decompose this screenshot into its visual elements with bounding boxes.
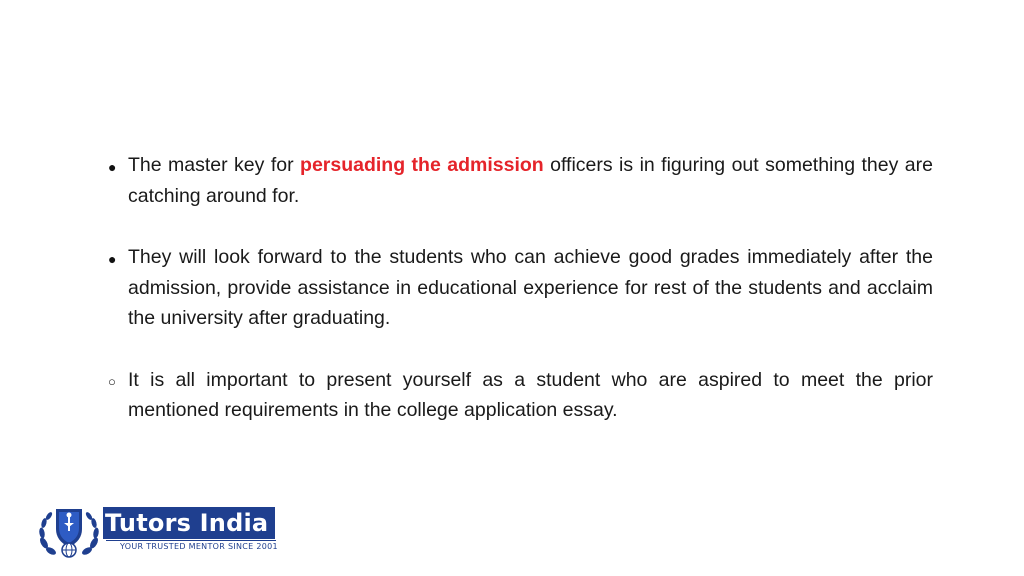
bullet-list bbox=[108, 150, 933, 457]
bullet-text-1-after: officers is in figuring out something they are catching around for. bbox=[128, 154, 933, 207]
bullet-text-1-highlight: persuading the admission bbox=[300, 154, 544, 176]
bullet-item-3 bbox=[108, 365, 933, 426]
bullet-text-3: It is all important to present yourself as a student who are aspired to meet the prior mentioned requirements in the college application essay. bbox=[128, 368, 933, 421]
bullet-item-2 bbox=[108, 242, 933, 334]
bullet-item-1 bbox=[108, 150, 933, 211]
bullet-dot-icon: ● bbox=[108, 251, 117, 267]
logo-tagline-divider bbox=[106, 540, 276, 541]
brand-logo bbox=[36, 503, 276, 559]
bullet-hollow-dot-icon: ○ bbox=[108, 373, 116, 389]
logo-tagline: YOUR TRUSTED MENTOR SINCE 2001 bbox=[120, 542, 278, 551]
bullet-dot-icon: ● bbox=[108, 159, 117, 175]
bullet-text-2: They will look forward to the students who can achieve good grades immediately after the admission, provide assistance in educational experience for rest of the students and acclaim the university after graduating. bbox=[128, 246, 933, 329]
logo-wordmark: Tutors India bbox=[103, 507, 275, 539]
laurel-globe-emblem-icon bbox=[36, 503, 102, 559]
bullet-text-1-before: The master key for bbox=[128, 154, 301, 176]
